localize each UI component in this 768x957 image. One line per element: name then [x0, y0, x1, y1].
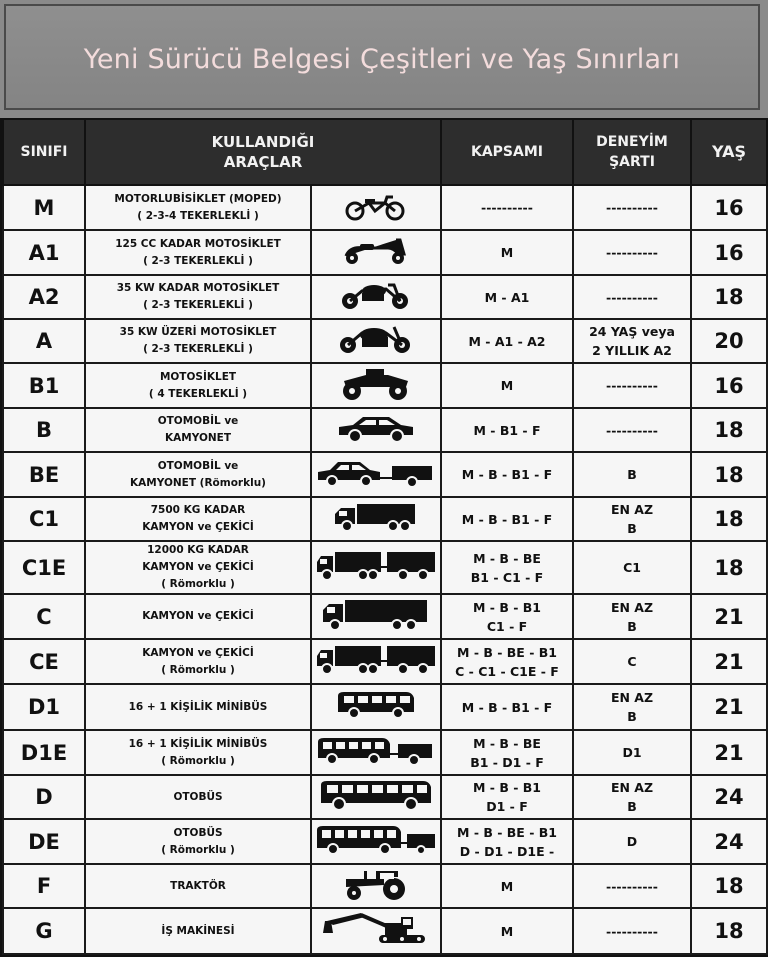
- license-table-wrap: [0, 118, 768, 957]
- experience-line: ----------: [606, 289, 658, 305]
- vehicle-icon-cell: [311, 541, 441, 594]
- vehicle-icon-cell: [311, 684, 441, 730]
- vehicle-description-line: ( Römorklu ): [161, 754, 235, 767]
- page-title: Yeni Sürücü Belgesi Çeşitleri ve Yaş Sınırları: [83, 44, 681, 75]
- age-cell: 21: [691, 594, 767, 639]
- scope-line: M - A1 - A2: [468, 333, 546, 349]
- table-row: [3, 275, 767, 319]
- excavator-icon: [312, 911, 440, 951]
- experience-line: EN AZ: [610, 780, 654, 795]
- scooter-icon: [312, 236, 440, 270]
- age-cell: 24: [691, 775, 767, 819]
- table-row: [3, 819, 767, 864]
- motorcycle-icon: [312, 279, 440, 315]
- experience-line: 2 YILLIK A2: [592, 343, 672, 358]
- class-cell: BE: [3, 452, 85, 497]
- age-cell: 18: [691, 908, 767, 954]
- experience-line: EN AZ: [610, 502, 654, 517]
- age-cell: 16: [691, 363, 767, 408]
- experience-line: D1: [622, 745, 642, 760]
- experience-line: 24 YAŞ veya: [589, 324, 675, 339]
- vehicle-description-cell: [85, 594, 311, 639]
- experience-line: B: [627, 799, 637, 814]
- class-cell: C: [3, 594, 85, 639]
- header-experience-line2: ŞARTI: [609, 154, 655, 170]
- vehicle-description-line: KAMYONET: [165, 432, 231, 444]
- vehicle-description-line: MOTORLUBİSİKLET (MOPED): [114, 192, 282, 205]
- age-cell: 18: [691, 408, 767, 452]
- experience-cell: [573, 730, 691, 775]
- vehicle-icon-cell: [311, 639, 441, 684]
- vehicle-description-cell: [85, 775, 311, 819]
- scope-line: M: [500, 245, 514, 260]
- table-row: [3, 230, 767, 275]
- vehicle-description-line: OTOMOBİL ve: [157, 415, 239, 427]
- vehicle-description-cell: [85, 908, 311, 954]
- vehicle-description-line: İŞ MAKİNESİ: [161, 924, 235, 937]
- experience-cell: [573, 452, 691, 497]
- scope-line: D1 - F: [486, 799, 528, 814]
- header-experience: [573, 119, 691, 185]
- moped-icon: [312, 191, 440, 225]
- header-age: YAŞ: [691, 119, 767, 185]
- experience-cell: [573, 541, 691, 594]
- scope-cell: [441, 730, 573, 775]
- table-row: [3, 497, 767, 541]
- scope-line: M - B - BE: [473, 550, 541, 566]
- scope-line: M - A1: [484, 289, 530, 305]
- experience-cell: [573, 775, 691, 819]
- scope-cell: [441, 864, 573, 908]
- class-cell: D1: [3, 684, 85, 730]
- age-cell: 18: [691, 452, 767, 497]
- scope-cell: [441, 452, 573, 497]
- scope-line: B1 - C1 - F: [470, 569, 544, 585]
- class-cell: C1E: [3, 541, 85, 594]
- experience-line: C: [627, 654, 637, 669]
- vehicle-icon-cell: [311, 864, 441, 908]
- vehicle-description-line: MOTOSİKLET: [159, 370, 237, 383]
- vehicle-description-cell: [85, 864, 311, 908]
- minibus-trailer-icon: [312, 736, 440, 770]
- vehicle-icon-cell: [311, 730, 441, 775]
- scope-line: M - B - B1 - F: [461, 511, 553, 527]
- vehicle-description-cell: [85, 363, 311, 408]
- experience-line: B: [627, 618, 637, 634]
- vehicle-description-cell: [85, 452, 311, 497]
- heavy-motorcycle-icon: [312, 323, 440, 359]
- scope-cell: [441, 908, 573, 954]
- car-icon: [312, 413, 440, 447]
- experience-cell: [573, 230, 691, 275]
- vehicle-description-line: 12000 KG KADAR: [147, 544, 249, 556]
- scope-cell: [441, 684, 573, 730]
- scope-cell: [441, 275, 573, 319]
- vehicle-description-cell: [85, 408, 311, 452]
- vehicle-description-cell: [85, 319, 311, 363]
- vehicle-description-line: ( Römorklu ): [161, 578, 235, 590]
- atv-icon: [312, 367, 440, 405]
- class-cell: A2: [3, 275, 85, 319]
- vehicle-description-line: ( 2-3 TEKERLEKLİ ): [143, 343, 253, 355]
- vehicle-description-cell: [85, 730, 311, 775]
- age-cell: 16: [691, 185, 767, 230]
- experience-cell: [573, 864, 691, 908]
- experience-line: ----------: [606, 422, 658, 438]
- vehicle-description-line: ( Römorklu ): [161, 843, 235, 856]
- header-vehicles-line2: ARAÇLAR: [223, 153, 303, 171]
- experience-cell: [573, 497, 691, 541]
- experience-cell: [573, 684, 691, 730]
- age-cell: 18: [691, 497, 767, 541]
- tractor-icon: [312, 867, 440, 905]
- table-row: [3, 363, 767, 408]
- vehicle-description-line: KAMYON ve ÇEKİCİ: [142, 646, 254, 659]
- scope-cell: [441, 230, 573, 275]
- class-cell: B1: [3, 363, 85, 408]
- minibus-icon: [312, 690, 440, 724]
- scope-line: M: [500, 378, 514, 393]
- vehicle-description-line: 7500 KG KADAR: [150, 504, 246, 516]
- light-truck-icon: [312, 502, 440, 536]
- vehicle-description-cell: [85, 639, 311, 684]
- scope-cell: [441, 408, 573, 452]
- experience-line: ----------: [606, 923, 658, 939]
- vehicle-icon-cell: [311, 908, 441, 954]
- title-bar: [0, 0, 768, 118]
- vehicle-description-cell: [85, 497, 311, 541]
- car-trailer-icon: [312, 458, 440, 492]
- vehicle-icon-cell: [311, 497, 441, 541]
- experience-line: B: [627, 521, 637, 536]
- truck-trailer-icon: [312, 644, 440, 680]
- vehicle-icon-cell: [311, 819, 441, 864]
- vehicle-description-line: OTOMOBİL ve: [157, 459, 239, 472]
- vehicle-description-line: 35 KW KADAR MOTOSİKLET: [116, 282, 280, 294]
- age-cell: 20: [691, 319, 767, 363]
- table-header-row: [3, 119, 767, 185]
- title-box: [4, 4, 760, 110]
- license-table: [2, 118, 768, 955]
- scope-line: M - B - B1 - F: [461, 699, 553, 715]
- vehicle-description-cell: [85, 819, 311, 864]
- scope-line: M: [500, 878, 514, 894]
- table-row: [3, 864, 767, 908]
- scope-cell: [441, 541, 573, 594]
- vehicle-description-line: ( Römorklu ): [161, 663, 235, 676]
- age-cell: 21: [691, 684, 767, 730]
- scope-line: C1 - F: [486, 618, 528, 634]
- scope-line: D - D1 - D1E -: [459, 843, 555, 859]
- class-cell: A1: [3, 230, 85, 275]
- bus-trailer-icon: [312, 824, 440, 860]
- vehicle-description-line: 125 CC KADAR MOTOSİKLET: [115, 237, 281, 250]
- header-scope: KAPSAMI: [441, 119, 573, 185]
- vehicle-description-line: KAMYON ve ÇEKİCİ: [142, 521, 254, 533]
- experience-line: ----------: [606, 378, 658, 393]
- scope-cell: [441, 775, 573, 819]
- class-cell: M: [3, 185, 85, 230]
- age-cell: 24: [691, 819, 767, 864]
- table-row: [3, 408, 767, 452]
- table-row: [3, 594, 767, 639]
- table-row: [3, 730, 767, 775]
- table-row: [3, 452, 767, 497]
- header-experience-line1: DENEYİM: [596, 134, 668, 150]
- experience-cell: [573, 363, 691, 408]
- truck-trailer-icon: [312, 550, 440, 586]
- scope-cell: [441, 639, 573, 684]
- vehicle-icon-cell: [311, 408, 441, 452]
- vehicle-description-line: ( 2-3-4 TEKERLEKLİ ): [137, 209, 259, 222]
- vehicle-description-cell: [85, 230, 311, 275]
- scope-cell: [441, 497, 573, 541]
- experience-line: ----------: [606, 878, 658, 894]
- vehicle-description-cell: [85, 275, 311, 319]
- scope-line: M - B - BE - B1: [457, 824, 557, 840]
- experience-line: D: [626, 834, 638, 849]
- vehicle-description-line: ( 2-3 TEKERLEKLİ ): [143, 299, 253, 311]
- experience-cell: [573, 639, 691, 684]
- scope-line: M: [500, 923, 514, 939]
- scope-line: M - B - B1: [473, 780, 541, 795]
- vehicle-description-line: KAMYON ve ÇEKİCİ: [142, 610, 254, 622]
- age-cell: 18: [691, 275, 767, 319]
- class-cell: CE: [3, 639, 85, 684]
- experience-line: EN AZ: [610, 599, 654, 615]
- vehicle-icon-cell: [311, 594, 441, 639]
- table-row: [3, 775, 767, 819]
- vehicle-description-line: TRAKTÖR: [170, 879, 226, 892]
- class-cell: D: [3, 775, 85, 819]
- vehicle-description-cell: [85, 185, 311, 230]
- class-cell: G: [3, 908, 85, 954]
- scope-cell: [441, 363, 573, 408]
- scope-line: M - B1 - F: [473, 422, 541, 438]
- vehicle-description-line: 16 + 1 KİŞİLİK MİNİBÜS: [128, 737, 268, 750]
- vehicle-description-cell: [85, 684, 311, 730]
- vehicle-description-line: KAMYON ve ÇEKİCİ: [142, 561, 254, 573]
- vehicle-description-line: 16 + 1 KİŞİLİK MİNİBÜS: [128, 700, 268, 713]
- header-vehicles-line1: KULLANDIĞI: [211, 133, 315, 151]
- vehicle-icon-cell: [311, 185, 441, 230]
- vehicle-description-line: KAMYONET (Römorklu): [130, 476, 266, 489]
- scope-line: M - B - BE: [473, 735, 541, 751]
- vehicle-description-line: ( 2-3 TEKERLEKLİ ): [143, 254, 253, 267]
- experience-cell: [573, 319, 691, 363]
- experience-cell: [573, 908, 691, 954]
- scope-line: B1 - D1 - F: [470, 754, 544, 770]
- experience-line: ----------: [606, 200, 658, 215]
- scope-line: M - B - BE - B1: [457, 644, 557, 660]
- header-class: SINIFI: [3, 119, 85, 185]
- table-row: [3, 541, 767, 594]
- experience-line: EN AZ: [610, 690, 654, 705]
- bus-icon: [312, 779, 440, 815]
- class-cell: A: [3, 319, 85, 363]
- age-cell: 21: [691, 639, 767, 684]
- age-cell: 21: [691, 730, 767, 775]
- scope-cell: [441, 819, 573, 864]
- age-cell: 16: [691, 230, 767, 275]
- experience-cell: [573, 594, 691, 639]
- class-cell: D1E: [3, 730, 85, 775]
- table-row: [3, 639, 767, 684]
- vehicle-icon-cell: [311, 363, 441, 408]
- vehicle-description-cell: [85, 541, 311, 594]
- table-row: [3, 684, 767, 730]
- vehicle-icon-cell: [311, 275, 441, 319]
- vehicle-icon-cell: [311, 319, 441, 363]
- experience-line: C1: [623, 560, 641, 575]
- class-cell: DE: [3, 819, 85, 864]
- scope-line: ----------: [481, 200, 533, 215]
- truck-icon: [312, 598, 440, 636]
- experience-line: B: [627, 467, 637, 482]
- class-cell: B: [3, 408, 85, 452]
- scope-line: M - B - B1: [473, 599, 541, 615]
- table-row: [3, 908, 767, 954]
- scope-line: C - C1 - C1E - F: [455, 663, 559, 679]
- scope-cell: [441, 319, 573, 363]
- experience-line: ----------: [606, 245, 658, 260]
- vehicle-icon-cell: [311, 230, 441, 275]
- experience-cell: [573, 275, 691, 319]
- scope-cell: [441, 185, 573, 230]
- scope-line: M - B - B1 - F: [461, 467, 553, 482]
- vehicle-description-line: OTOBÜS: [173, 826, 223, 839]
- class-cell: F: [3, 864, 85, 908]
- table-row: [3, 185, 767, 230]
- class-cell: C1: [3, 497, 85, 541]
- vehicle-description-line: ( 4 TEKERLEKLİ ): [148, 387, 248, 400]
- vehicle-description-line: 35 KW ÜZERİ MOTOSİKLET: [119, 326, 277, 338]
- vehicle-icon-cell: [311, 452, 441, 497]
- experience-line: B: [627, 709, 637, 724]
- experience-cell: [573, 185, 691, 230]
- age-cell: 18: [691, 864, 767, 908]
- header-vehicles: [85, 119, 441, 185]
- vehicle-icon-cell: [311, 775, 441, 819]
- table-row: [3, 319, 767, 363]
- experience-cell: [573, 819, 691, 864]
- age-cell: 18: [691, 541, 767, 594]
- table-body: [3, 185, 767, 954]
- scope-cell: [441, 594, 573, 639]
- vehicle-description-line: OTOBÜS: [173, 790, 223, 803]
- experience-cell: [573, 408, 691, 452]
